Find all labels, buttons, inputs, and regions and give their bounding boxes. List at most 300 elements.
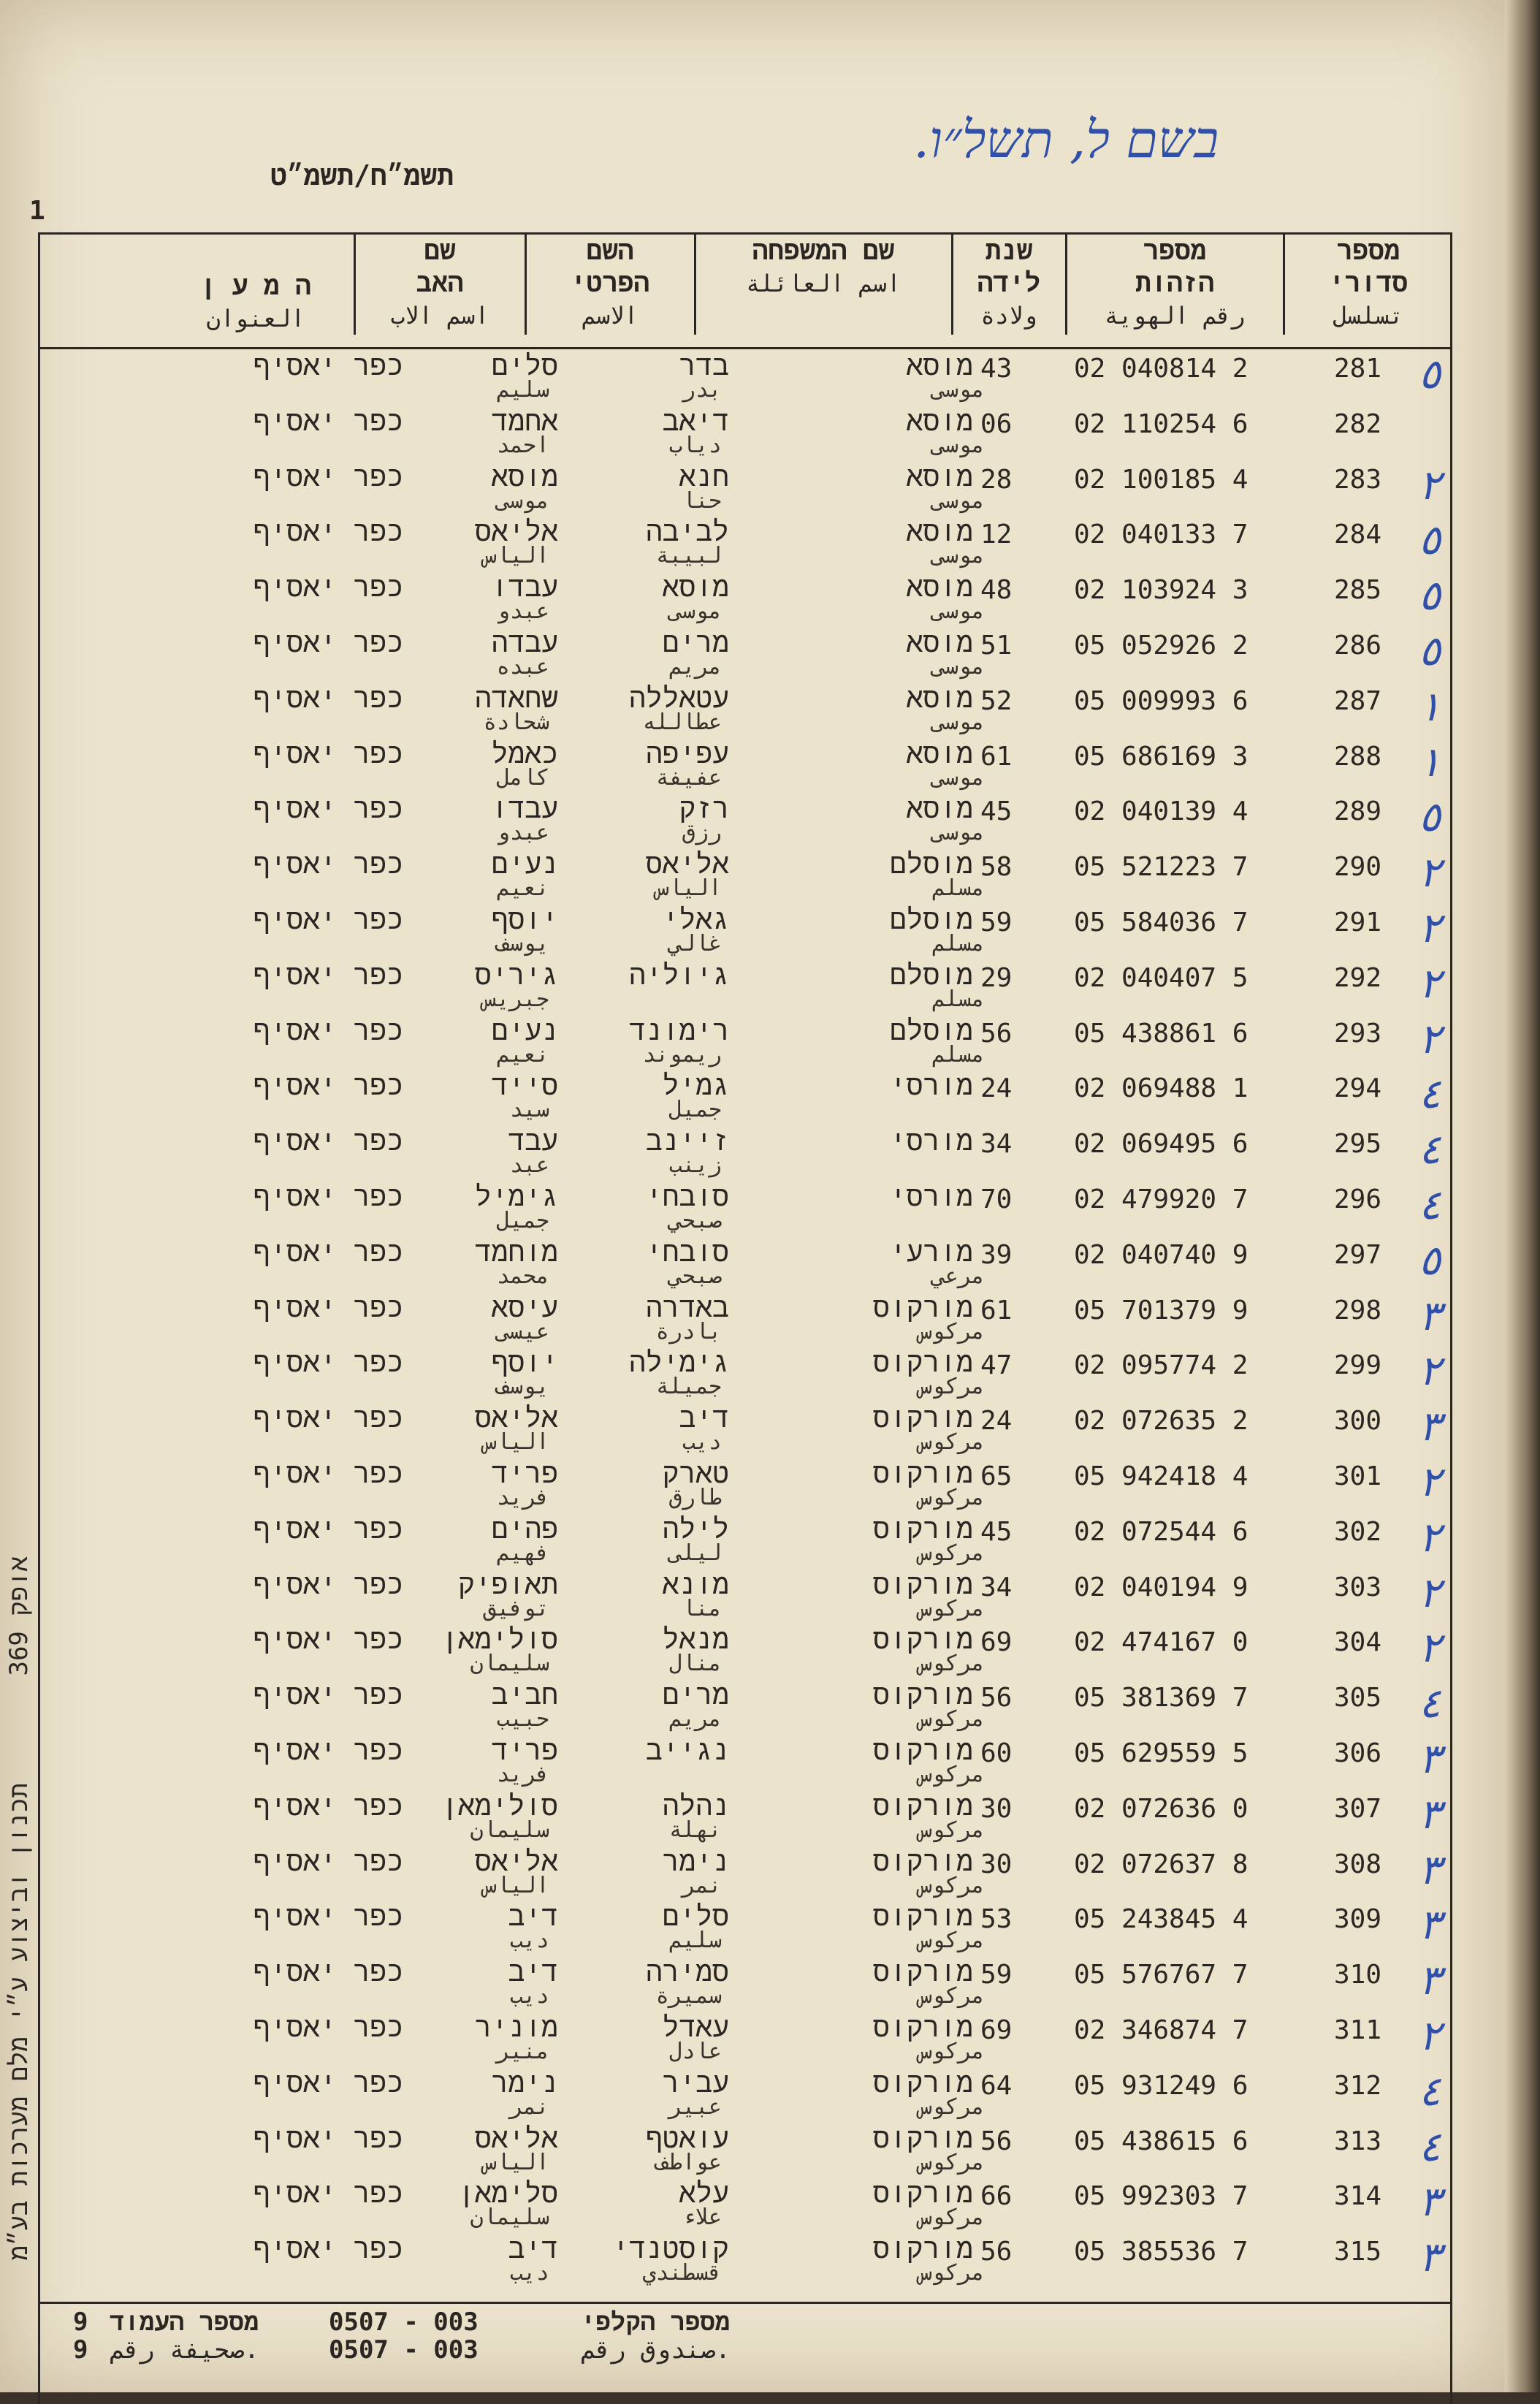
side-print-credit: תכנון וביצוע ע״י מלם מערכות בע״מ (4, 1783, 34, 2261)
cell-addr: כפר יאסיף (253, 1734, 403, 1766)
handwritten-mark: ٢ (1419, 1347, 1441, 1396)
cell-family: מורקוס (873, 2066, 973, 2099)
cell-id: 05 686169 3 (1074, 741, 1249, 772)
cell-father-ar: عبده (496, 654, 549, 680)
cell-addr: כפר יאסיף (253, 1457, 403, 1489)
cell-family-ar: مسلم (931, 986, 985, 1012)
cell-family: מורקוס (873, 2121, 973, 2154)
page-value: 9 (73, 2308, 88, 2337)
cell-first-ar: عادل (668, 2039, 722, 2064)
cell-year: 34 (980, 1572, 1013, 1602)
cell-family-ar: مركوس (918, 1374, 985, 1400)
cell-father-ar: يوسف (496, 1374, 549, 1400)
table-row (38, 1621, 1452, 1677)
cell-first-ar: رزق (682, 820, 722, 846)
cell-first: קוסטנדי (612, 2232, 729, 2265)
cell-first: נגייב (645, 1734, 729, 1766)
cell-first-ar: نهلة (668, 1817, 722, 1843)
cell-addr: כפר יאסיף (253, 1789, 403, 1822)
cell-addr: כפר יאסיף (253, 460, 403, 492)
cell-serial: 311 (1334, 2015, 1382, 2045)
cell-first: מונא (662, 1567, 729, 1600)
cell-id: 02 069495 6 (1074, 1129, 1249, 1160)
cell-first: סלים (662, 1900, 729, 1933)
cell-father-ar: يوسف (496, 931, 549, 956)
cell-first: מוסא (662, 571, 729, 604)
cell-year: 43 (980, 354, 1013, 384)
cell-serial: 309 (1334, 1904, 1382, 1935)
cell-year: 58 (980, 852, 1013, 883)
cell-father: כאמל (491, 737, 558, 769)
cell-father-ar: موسى (496, 487, 549, 514)
cell-serial: 296 (1334, 1184, 1382, 1214)
handwritten-mark: ٢ (1419, 959, 1441, 1008)
cell-family: מוסא (906, 792, 973, 825)
cell-father: עיסא (491, 1290, 558, 1323)
cell-family-ar: موسى (931, 764, 985, 791)
cell-year: 47 (980, 1350, 1013, 1381)
cell-id: 05 009993 6 (1074, 685, 1249, 716)
cell-family-ar: مسلم (931, 1041, 985, 1068)
cell-first-ar: الياس (655, 875, 722, 902)
cell-addr: כפר יאסיף (253, 1401, 403, 1434)
cell-first: עאדל (662, 2011, 729, 2043)
cell-family-ar: مركوس (918, 2039, 985, 2064)
cell-first-ar: سميرة (655, 1983, 722, 2009)
cell-addr: כפר יאסיף (253, 2232, 403, 2265)
cell-family: מורקוס (873, 1844, 973, 1877)
handwritten-mark: ٥ (1419, 628, 1441, 675)
handwritten-mark: ٢ (1419, 1624, 1441, 1673)
cell-id: 05 584036 7 (1074, 908, 1249, 937)
cell-father: דיב (508, 2232, 558, 2265)
cell-addr: כפר יאסיף (253, 2121, 403, 2154)
cell-father: סולימאן (441, 1623, 558, 1656)
cell-year: 51 (980, 631, 1013, 661)
handwritten-note: בשם ל, תשל״ו. (913, 110, 1219, 170)
cell-father: שחאדה (474, 681, 558, 714)
handwritten-mark: ٢ (1419, 1513, 1441, 1562)
cell-year: 53 (980, 1904, 1013, 1935)
page-value-repeat: 9 (73, 2335, 88, 2365)
cell-father-ar: الياس (483, 543, 549, 569)
handwritten-mark: ٤ (1419, 1126, 1441, 1174)
cell-family-ar: مركوس (918, 1817, 985, 1843)
cell-father: עבדו (491, 792, 558, 825)
col-header-address: ה מ ע ן العنوان (200, 271, 311, 332)
cell-serial: 290 (1334, 852, 1382, 883)
col-divider (1065, 232, 1067, 335)
table-row (38, 1732, 1452, 1788)
handwritten-mark: ٢ (1419, 905, 1441, 952)
cell-father: מוסא (491, 460, 558, 492)
cell-father-ar: نعيم (496, 1041, 549, 1068)
cell-first-ar: قسطندي (642, 2260, 722, 2286)
page-edge (1505, 0, 1540, 2392)
cell-id: 05 438861 6 (1074, 1018, 1249, 1049)
cell-year: 56 (980, 2237, 1013, 2267)
table-row (38, 2175, 1452, 2231)
cell-family: מוסא (906, 626, 973, 658)
cell-addr: כפר יאסיף (253, 1844, 403, 1877)
cell-father-ar: توفيق (483, 1595, 549, 1621)
cell-id: 05 942418 4 (1074, 1461, 1249, 1491)
cell-year: 52 (980, 685, 1013, 716)
cell-father-ar: محمد (496, 1263, 549, 1289)
cell-first-ar: بادرة (655, 1318, 722, 1344)
cell-first: עפיפה (645, 737, 729, 769)
cell-serial: 283 (1334, 464, 1382, 495)
cell-family: מוסא (906, 404, 973, 437)
cell-father: פריד (491, 1457, 558, 1489)
cell-addr: כפר יאסיף (253, 848, 403, 880)
cell-father-ar: عبدو (496, 820, 549, 846)
cell-serial: 306 (1334, 1738, 1382, 1768)
cell-first-ar: بدر (682, 377, 722, 403)
cell-id: 02 474167 0 (1074, 1627, 1249, 1658)
cell-first: עואטף (645, 2121, 729, 2154)
cell-father: נעים (491, 848, 558, 880)
table-row (38, 1844, 1452, 1899)
col-divider (694, 232, 696, 335)
cell-id: 02 040194 9 (1074, 1572, 1249, 1602)
cell-father: אחמד (491, 404, 558, 437)
cell-year: 56 (980, 2126, 1013, 2156)
cell-addr: כפר יאסיף (253, 792, 403, 825)
cell-family-ar: مركوس (918, 1540, 985, 1566)
cell-addr: כפר יאסיף (253, 1235, 403, 1268)
cell-first: לביבה (645, 515, 729, 548)
cell-addr: כפר יאסיף (253, 1623, 403, 1656)
cell-first: סובחי (645, 1235, 729, 1268)
cell-first: עביר (662, 2066, 729, 2099)
cell-addr: כפר יאסיף (253, 1567, 403, 1600)
cell-first: רזק (679, 792, 729, 825)
table-row (38, 1898, 1452, 1954)
cell-family-ar: مركوس (918, 1429, 985, 1456)
cell-year: 30 (980, 1849, 1013, 1879)
cell-father-ar: عبدو (496, 598, 549, 625)
table-row (38, 1068, 1452, 1123)
cell-id: 05 381369 7 (1074, 1683, 1249, 1713)
cell-first-ar: موسى (668, 598, 722, 625)
cell-year: 56 (980, 1018, 1013, 1049)
cell-father-ar: عبد (509, 1152, 549, 1179)
cell-id: 02 072637 8 (1074, 1849, 1249, 1879)
table-row (38, 680, 1452, 736)
cell-family-ar: موسى (931, 543, 985, 569)
cell-first-ar: زينب (668, 1152, 722, 1179)
cell-family-ar: موسى (931, 654, 985, 680)
table-row (38, 1234, 1452, 1290)
cell-first: מנאל (662, 1623, 729, 1656)
table-row (38, 1123, 1452, 1179)
cell-year: 12 (980, 520, 1013, 550)
col-divider (354, 232, 356, 335)
cell-father-ar: سليمان (470, 1651, 549, 1677)
ballot-value-repeat: 0507 - 003 (329, 2335, 479, 2365)
cell-serial: 303 (1334, 1572, 1382, 1602)
table-row (38, 2231, 1452, 2286)
cell-year: 59 (980, 1960, 1013, 1990)
cell-family-ar: مركوس (918, 1651, 985, 1677)
cell-family: מורקוס (873, 1678, 973, 1711)
cell-year: 30 (980, 1793, 1013, 1824)
cell-first-ar: علاء (682, 2205, 722, 2231)
handwritten-mark: ٢ (1419, 1569, 1441, 1617)
table-row (38, 625, 1452, 680)
cell-father-ar: حبيب (496, 1706, 549, 1732)
cell-father: פהים (491, 1512, 558, 1545)
cell-first-ar: دياب (668, 432, 722, 458)
cell-year: 59 (980, 908, 1013, 937)
col-divider (951, 232, 953, 335)
cell-family-ar: مسلم (931, 875, 985, 902)
handwritten-mark: ٥ (1419, 794, 1441, 842)
cell-id: 02 040740 9 (1074, 1239, 1249, 1270)
cell-father-ar: سيد (509, 1097, 549, 1123)
cell-addr: כפר יאסיף (253, 737, 403, 769)
cell-year: 45 (980, 796, 1013, 827)
cell-family-ar: مركوس (918, 1872, 985, 1898)
cell-serial: 289 (1334, 796, 1382, 827)
cell-first-ar: جميلة (655, 1374, 722, 1400)
handwritten-mark: ٣ (1419, 1403, 1441, 1451)
cell-first: בדר (679, 349, 729, 381)
table-row (38, 1013, 1452, 1068)
table-row (38, 2009, 1452, 2065)
cell-id: 02 103924 3 (1074, 575, 1249, 606)
cell-serial: 308 (1334, 1849, 1382, 1879)
handwritten-mark: ٢ (1419, 1458, 1441, 1506)
cell-addr: כפר יאסיף (253, 2177, 403, 2210)
col-header-serial: מספר סדורי تسلسل (1328, 236, 1409, 330)
table-row (38, 791, 1452, 846)
cell-year: 24 (980, 1406, 1013, 1437)
cell-serial: 297 (1334, 1239, 1382, 1270)
cell-first-ar: مريم (668, 1706, 722, 1732)
cell-id: 05 385536 7 (1074, 2237, 1249, 2267)
side-print-code: אופק 369 (4, 1556, 34, 1676)
handwritten-mark: ٣ (1419, 1735, 1441, 1783)
cell-first: דיב (679, 1401, 729, 1434)
cell-family-ar: مركوس (918, 1706, 985, 1732)
cell-addr: כפר יאסיף (253, 1069, 403, 1102)
cell-family-ar: موسى (931, 820, 985, 846)
cell-father: מוניר (474, 2011, 558, 2043)
handwritten-mark: ٤ (1419, 1070, 1441, 1119)
cell-father: אליאס (474, 515, 558, 548)
cell-id: 05 701379 9 (1074, 1295, 1249, 1325)
cell-family: מוסא (906, 681, 973, 714)
table-row (38, 1954, 1452, 2009)
handwritten-mark: ٣ (1419, 2234, 1441, 2282)
ballot-label-he: מספר הקלפי (581, 2308, 731, 2337)
table-row (38, 2120, 1452, 2176)
cell-first: גימילה (629, 1346, 729, 1379)
cell-family: מורקוס (873, 1457, 973, 1489)
cell-first-ar: ليلى (668, 1540, 722, 1566)
col-divider (1283, 232, 1285, 335)
table-row (38, 1179, 1452, 1234)
handwritten-mark: ٣ (1419, 1901, 1441, 1950)
cell-family: מוסא (906, 737, 973, 769)
cell-addr: כפר יאסיף (253, 1346, 403, 1379)
cell-family: מורקוס (873, 2232, 973, 2265)
handwritten-mark: ٥ (1419, 1236, 1441, 1285)
table-row (38, 846, 1452, 902)
handwritten-mark: ٣ (1419, 1846, 1441, 1894)
cell-year: 66 (980, 2181, 1013, 2212)
ballot-value: 0507 - 003 (329, 2308, 479, 2337)
table-row (38, 1344, 1452, 1400)
cell-id: 02 072635 2 (1074, 1406, 1249, 1437)
cell-first: גאלי (662, 903, 729, 935)
cell-family: מורסי (889, 1125, 973, 1157)
cell-father-ar: نمر (509, 2093, 549, 2120)
cell-family-ar: مركوس (918, 2149, 985, 2175)
cell-family: מורסי (889, 1180, 973, 1212)
cell-year: 61 (980, 741, 1013, 772)
cell-id: 02 069488 1 (1074, 1073, 1249, 1104)
cell-serial: 307 (1334, 1793, 1382, 1824)
cell-id: 05 629559 5 (1074, 1738, 1249, 1768)
cell-id: 05 992303 7 (1074, 2181, 1249, 2212)
cell-father-ar: احمد (496, 432, 549, 458)
cell-serial: 301 (1334, 1461, 1382, 1491)
cell-family: מורקוס (873, 1567, 973, 1600)
cell-serial: 286 (1334, 631, 1382, 661)
cell-year: 69 (980, 1627, 1013, 1658)
cell-addr: כפר יאסיף (253, 1013, 403, 1046)
cell-serial: 313 (1334, 2126, 1382, 2156)
cell-father: סלים (491, 349, 558, 381)
cell-addr: כפר יאסיף (253, 349, 403, 381)
page-label-he: מספר העמוד (110, 2308, 259, 2337)
cell-first: דיאב (662, 404, 729, 437)
handwritten-mark: ٣ (1419, 1957, 1441, 2005)
table-row (38, 1677, 1452, 1732)
cell-family-ar: مركوس (918, 1928, 985, 1954)
page-title: תשמ״ח/תשמ״ט (270, 159, 454, 191)
cell-father: דיב (508, 1900, 558, 1933)
cell-serial: 305 (1334, 1683, 1382, 1713)
cell-id: 05 052926 2 (1074, 631, 1249, 661)
cell-father: סייד (491, 1069, 558, 1102)
handwritten-mark: ٥ (1419, 572, 1441, 620)
cell-id: 02 040407 5 (1074, 962, 1249, 993)
table-row (38, 1567, 1452, 1622)
cell-year: 45 (980, 1516, 1013, 1547)
cell-father: פריד (491, 1734, 558, 1766)
cell-father-ar: فريد (496, 1762, 549, 1787)
cell-family: מורקוס (873, 1623, 973, 1656)
cell-addr: כפר יאסיף (253, 2011, 403, 2043)
cell-first: גמיל (662, 1069, 729, 1102)
cell-family: מורקוס (873, 1789, 973, 1822)
cell-father-ar: سليمان (470, 2205, 549, 2231)
cell-family-ar: موسى (931, 432, 985, 458)
cell-father: עבד (508, 1125, 558, 1157)
cell-serial: 314 (1334, 2181, 1382, 2212)
cell-family-ar: مركوس (918, 2093, 985, 2120)
handwritten-mark: ٤ (1419, 1182, 1441, 1229)
cell-family: מוסא (906, 571, 973, 604)
cell-first: טארק (662, 1457, 729, 1489)
cell-first-ar: سليم (668, 1928, 722, 1954)
cell-father: עבדו (491, 571, 558, 604)
table-row (38, 403, 1452, 459)
cell-serial: 302 (1334, 1516, 1382, 1547)
col-header-father: שם האב اسم الاب (390, 236, 489, 330)
table-row (38, 1511, 1452, 1567)
cell-addr: כפר יאסיף (253, 626, 403, 658)
page-number: 1 (29, 196, 45, 226)
handwritten-mark: ١ (1419, 738, 1441, 786)
cell-father: גימיל (474, 1180, 558, 1212)
table-row (38, 348, 1452, 403)
handwritten-mark: ٤ (1419, 2123, 1441, 2171)
cell-family-ar: مركوس (918, 1983, 985, 2009)
table-row (38, 1290, 1452, 1345)
table-row (38, 1456, 1452, 1511)
cell-family: מוסלם (889, 958, 973, 991)
cell-first: מרים (662, 1678, 729, 1711)
cell-year: 39 (980, 1239, 1013, 1270)
handwritten-mark: ٥ (1419, 517, 1441, 565)
cell-addr: כפר יאסיף (253, 571, 403, 604)
cell-father-ar: فريد (496, 1485, 549, 1510)
cell-family-ar: موسى (931, 598, 985, 625)
cell-serial: 288 (1334, 741, 1382, 772)
cell-first-ar: عواطف (655, 2149, 722, 2175)
cell-serial: 295 (1334, 1129, 1382, 1160)
cell-serial: 300 (1334, 1406, 1382, 1437)
cell-father: מוחמד (474, 1235, 558, 1268)
cell-first: גיוליה (629, 958, 729, 991)
cell-family-ar: موسى (931, 487, 985, 514)
cell-id: 05 576767 7 (1074, 1960, 1249, 1990)
cell-father-ar: فهيم (496, 1540, 549, 1566)
cell-first: אליאס (645, 848, 729, 880)
cell-first: עטאללה (629, 681, 729, 714)
cell-family: מורקוס (873, 1734, 973, 1766)
cell-year: 24 (980, 1073, 1013, 1104)
cell-father: דיב (508, 1955, 558, 1988)
cell-id: 02 040139 4 (1074, 796, 1249, 827)
cell-addr: כפר יאסיף (253, 681, 403, 714)
cell-serial: 281 (1334, 354, 1382, 384)
cell-father: תאופיק (458, 1567, 558, 1600)
handwritten-mark: ٤ (1419, 1680, 1441, 1728)
cell-family-ar: مركوس (918, 2260, 985, 2286)
handwritten-mark: ٣ (1419, 2178, 1441, 2226)
cell-id: 02 072544 6 (1074, 1516, 1249, 1547)
cell-father-ar: سليمان (470, 1817, 549, 1843)
cell-year: 48 (980, 575, 1013, 606)
cell-year: 69 (980, 2015, 1013, 2045)
cell-id: 02 479920 7 (1074, 1184, 1249, 1214)
cell-addr: כפר יאסיף (253, 958, 403, 991)
cell-father-ar: ديب (509, 2260, 549, 2286)
cell-first-ar: جميل (668, 1097, 722, 1123)
cell-first-ar: طارق (668, 1485, 722, 1510)
cell-id: 05 931249 6 (1074, 2070, 1249, 2101)
cell-father: עבדה (491, 626, 558, 658)
table-row (38, 1788, 1452, 1844)
cell-father-ar: ديب (509, 1983, 549, 2009)
cell-family: מוסא (906, 460, 973, 492)
